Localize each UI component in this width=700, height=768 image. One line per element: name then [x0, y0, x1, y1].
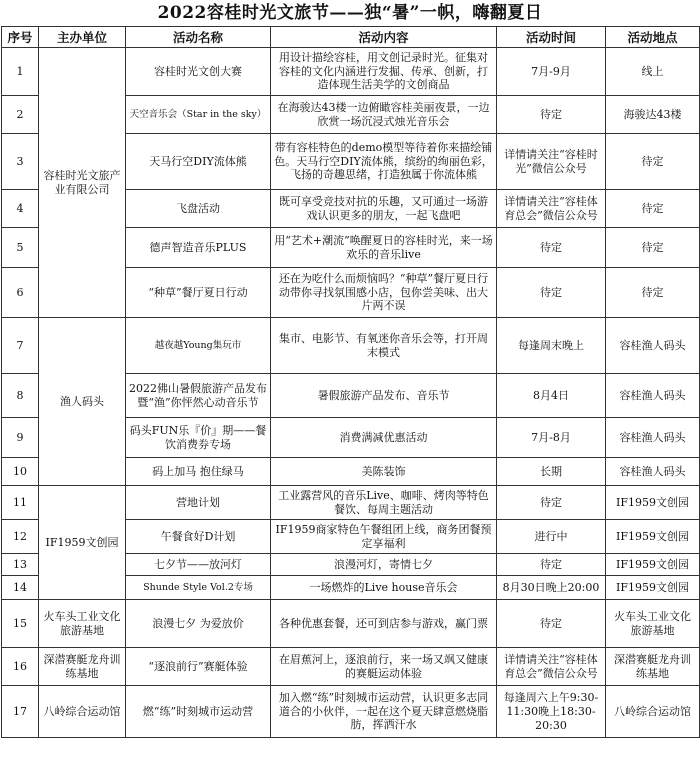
organizer-cell: 火车头工业文化旅游基地 [39, 600, 126, 648]
organizer-cell: 渔人码头 [39, 318, 126, 486]
activity-name: Shunde Style Vol.2专场 [126, 576, 271, 600]
activity-name: 容桂时光文创大赛 [126, 48, 271, 96]
row-index: 1 [2, 48, 39, 96]
activity-name: 午餐食好D计划 [126, 520, 271, 554]
activity-place: 待定 [606, 134, 700, 190]
activity-time: 待定 [497, 600, 606, 648]
activity-place: IF1959文创园 [606, 576, 700, 600]
organizer-cell: 八岭综合运动馆 [39, 686, 126, 738]
activity-place: 容桂渔人码头 [606, 458, 700, 486]
row-index: 13 [2, 554, 39, 576]
activity-time: 待定 [497, 268, 606, 318]
activity-content: 集市、电影节、有氧迷你音乐会等，打开周末模式 [271, 318, 497, 374]
activity-time: 待定 [497, 554, 606, 576]
row-index: 5 [2, 228, 39, 268]
row-index: 14 [2, 576, 39, 600]
activity-place: IF1959文创园 [606, 554, 700, 576]
row-index: 9 [2, 418, 39, 458]
activity-content: 既可享受竞技对抗的乐趣，又可通过一场游戏认识更多的朋友，一起飞盘吧 [271, 190, 497, 228]
organizer-cell: IF1959文创园 [39, 486, 126, 600]
activity-name: 2022佛山暑假旅游产品发布 暨“渔”你怦然心动音乐节 [126, 374, 271, 418]
activity-time: 详情请关注“容桂体育总会”微信公众号 [497, 648, 606, 686]
table-row [2, 48, 700, 96]
table-row [2, 600, 700, 648]
activity-place: 线上 [606, 48, 700, 96]
activity-place: IF1959文创园 [606, 520, 700, 554]
activity-time: 每逢周末晚上 [497, 318, 606, 374]
activity-time: 详情请关注“容桂体育总会”微信公众号 [497, 190, 606, 228]
activity-content: 消费满减优惠活动 [271, 418, 497, 458]
organizer-cell: 深潜赛艇龙舟训练基地 [39, 648, 126, 686]
activity-name: 飞盘活动 [126, 190, 271, 228]
activity-time: 8月4日 [497, 374, 606, 418]
activity-place: 容桂渔人码头 [606, 418, 700, 458]
activity-place: 深潜赛艇龙舟训练基地 [606, 648, 700, 686]
activity-time: 7月-8月 [497, 418, 606, 458]
activity-time: 待定 [497, 228, 606, 268]
activity-content: 在海骏达43楼一边俯瞰容桂美丽夜景，一边欣赏一场沉浸式烛光音乐会 [271, 96, 497, 134]
activity-time: 7月-9月 [497, 48, 606, 96]
row-index: 8 [2, 374, 39, 418]
activity-content: 工业露营风的音乐Live、咖啡、烤肉等特色餐饮、每周主题活动 [271, 486, 497, 520]
row-index: 6 [2, 268, 39, 318]
activity-time: 待定 [497, 486, 606, 520]
header-index: 序号 [2, 27, 39, 48]
activity-table [1, 26, 700, 738]
activity-name: 天马行空DIY流体熊 [126, 134, 271, 190]
activity-content: 在眉蕉河上，逐浪前行，来一场又飒又健康的赛艇运动体验 [271, 648, 497, 686]
activity-place: 火车头工业文化旅游基地 [606, 600, 700, 648]
activity-time: 进行中 [497, 520, 606, 554]
activity-time: 8月30日晚上20:00 [497, 576, 606, 600]
activity-time: 待定 [497, 96, 606, 134]
activity-place: 海骏达43楼 [606, 96, 700, 134]
row-index: 12 [2, 520, 39, 554]
activity-name: 德声智造音乐PLUS [126, 228, 271, 268]
row-index: 15 [2, 600, 39, 648]
header-activity-place: 活动地点 [606, 27, 700, 48]
table-header-row [2, 27, 700, 48]
activity-time: 每逢周六上午9:30-11:30晚上18:30-20:30 [497, 686, 606, 738]
activity-content: 各种优惠套餐，还可到店参与游戏，赢门票 [271, 600, 497, 648]
activity-name: “逐浪前行”赛艇体验 [126, 648, 271, 686]
activity-name: 越夜越Young集玩市 [126, 318, 271, 374]
activity-name: 营地计划 [126, 486, 271, 520]
activity-content: IF1959商家特色午餐组团上线，商务团餐预定享福利 [271, 520, 497, 554]
row-index: 3 [2, 134, 39, 190]
row-index: 7 [2, 318, 39, 374]
activity-name: 码上加马 抱住绿马 [126, 458, 271, 486]
page-title: 2022容桂时光文旅节——独“暑”一帜，嗨翻夏日 [157, 3, 543, 23]
activity-place: 容桂渔人码头 [606, 374, 700, 418]
activity-name: 码头FUN乐『价』期——餐饮消费券专场 [126, 418, 271, 458]
activity-content: 用“艺术+潮流”唤醒夏日的容桂时光，来一场欢乐的音乐live [271, 228, 497, 268]
activity-place: 待定 [606, 190, 700, 228]
header-activity-time: 活动时间 [497, 27, 606, 48]
activity-content: 用设计描绘容桂，用文创记录时光。征集对容桂的文化内涵进行发掘、传承、创新，打造体现生活美学的文创商品 [271, 48, 497, 96]
activity-place: 待定 [606, 228, 700, 268]
activity-time: 详情请关注“容桂时光”微信公众号 [497, 134, 606, 190]
activity-place: 待定 [606, 268, 700, 318]
row-index: 4 [2, 190, 39, 228]
activity-content: 一场燃炸的Live house音乐会 [271, 576, 497, 600]
header-organizer: 主办单位 [39, 27, 126, 48]
activity-name: 七夕节——放河灯 [126, 554, 271, 576]
activity-time: 长期 [497, 458, 606, 486]
activity-place: 八岭综合运动馆 [606, 686, 700, 738]
header-activity-content: 活动内容 [271, 27, 497, 48]
activity-content: 带有容桂特色的demo模型等待着你来描绘铺色。天马行空DIY流体熊，缤纷的绚丽色彩，飞扬的奇趣思绪，打造独属于你流体熊 [271, 134, 497, 190]
row-index: 2 [2, 96, 39, 134]
activity-place: IF1959文创园 [606, 486, 700, 520]
table-row [2, 318, 700, 374]
activity-name: “种草”餐厅夏日行动 [126, 268, 271, 318]
row-index: 11 [2, 486, 39, 520]
activity-content: 还在为吃什么而烦恼吗？“种草”餐厅夏日行动带你寻找氛围感小店，包你尝美味、出大片两不误 [271, 268, 497, 318]
activity-place: 容桂渔人码头 [606, 318, 700, 374]
activity-name: 天空音乐会（Star in the sky） [126, 96, 271, 134]
header-activity-name: 活动名称 [126, 27, 271, 48]
table-row [2, 686, 700, 738]
table-row [2, 648, 700, 686]
row-index: 16 [2, 648, 39, 686]
activity-content: 加入燃“练”时刻城市运动营，认识更多志同道合的小伙伴，一起在这个夏天肆意燃烧脂肪，挥洒汗水 [271, 686, 497, 738]
organizer-cell: 容桂时光文旅产业有限公司 [39, 48, 126, 318]
activity-name: 燃“练”时刻城市运动营 [126, 686, 271, 738]
table-row [2, 486, 700, 520]
row-index: 10 [2, 458, 39, 486]
row-index: 17 [2, 686, 39, 738]
activity-content: 美陈装饰 [271, 458, 497, 486]
activity-content: 暑假旅游产品发布、音乐节 [271, 374, 497, 418]
activity-content: 浪漫河灯，寄情七夕 [271, 554, 497, 576]
activity-name: 浪漫七夕 为爱放价 [126, 600, 271, 648]
